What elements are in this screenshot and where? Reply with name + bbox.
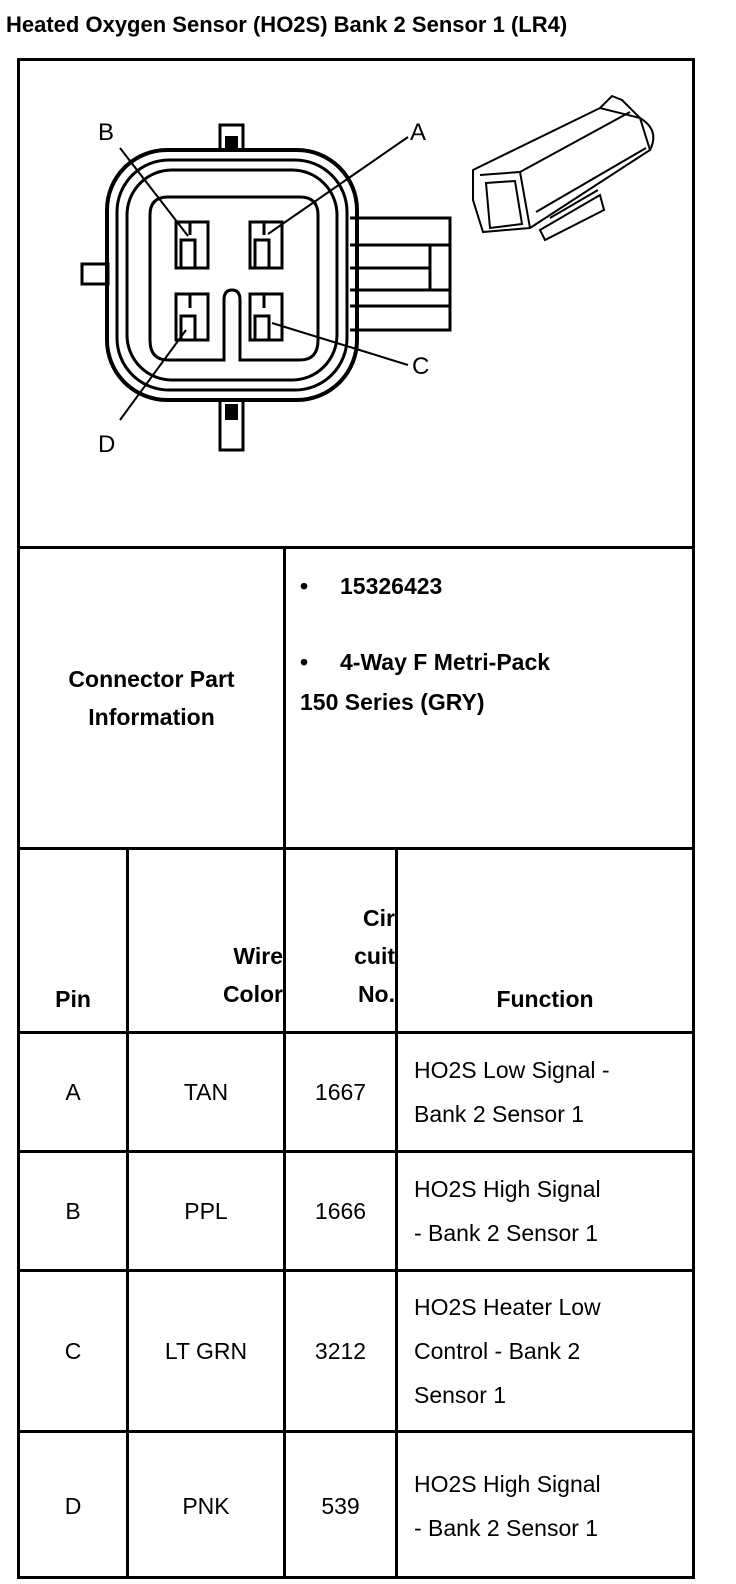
cell-function [414, 1272, 689, 1430]
pin-label-a: A [410, 119, 427, 146]
header-cir-line1: Cir [363, 905, 395, 931]
connector-description-line2: 150 Series (GRY) [300, 689, 485, 715]
pin-label-b: B [98, 119, 115, 146]
function-line: HO2S High Signal [414, 1471, 601, 1497]
function-line: Bank 2 Sensor 1 [414, 1101, 585, 1127]
connector-info-details [300, 566, 550, 722]
cell-circuit: 1667 [314, 1078, 367, 1105]
connector-description-line1: 4-Way F Metri-Pack [340, 649, 551, 675]
connector-info-label [20, 549, 283, 847]
cell-circuit: 1666 [314, 1197, 367, 1224]
bullet-icon: • [300, 573, 309, 599]
function-line: HO2S High Signal [414, 1176, 601, 1202]
cell-color: TAN [183, 1078, 229, 1105]
cell-color: LT GRN [164, 1337, 248, 1364]
header-function-text: Function [496, 986, 594, 1012]
header-circuit-no [286, 850, 395, 1031]
function-line: - Bank 2 Sensor 1 [414, 1515, 599, 1541]
cell-pin: D [64, 1492, 82, 1519]
left-nub-shape [82, 264, 108, 284]
right-latch-shape [350, 218, 450, 330]
header-wire-line1: Wire [233, 943, 283, 969]
pin-label-d: D [98, 431, 116, 458]
connector-info-label-line1: Connector Part [68, 666, 235, 692]
cell-color: PPL [184, 1197, 228, 1224]
cell-circuit: 539 [321, 1492, 360, 1519]
terminal-d-shape [176, 294, 208, 340]
function-line: HO2S Heater Low [414, 1294, 601, 1320]
pin-label-c: C [412, 353, 430, 380]
bullet-icon: • [300, 649, 309, 675]
header-wire-color [129, 850, 283, 1031]
function-line: HO2S Low Signal - [414, 1057, 610, 1083]
header-pin-text: Pin [55, 986, 91, 1012]
header-function [398, 850, 692, 1031]
function-line: Sensor 1 [414, 1382, 507, 1408]
cell-pin: B [65, 1197, 81, 1224]
header-wire-line2: Color [222, 981, 283, 1007]
cell-function [414, 1433, 689, 1579]
cell-color: PNK [182, 1492, 230, 1519]
cell-function [414, 1153, 689, 1269]
header-cir-line2: cuit [354, 943, 395, 969]
header-pin [20, 850, 126, 1031]
connector-diagram [20, 61, 692, 547]
function-line: Control - Bank 2 [414, 1338, 581, 1364]
function-line: - Bank 2 Sensor 1 [414, 1220, 599, 1246]
header-cir-line3: No. [357, 981, 395, 1007]
connector-info-label-line2: Information [88, 704, 215, 730]
cell-function [414, 1034, 689, 1150]
part-number: 15326423 [340, 573, 443, 599]
page-title: Heated Oxygen Sensor (HO2S) Bank 2 Sensor 1 (LR4) [6, 12, 568, 37]
cell-circuit: 3212 [314, 1337, 367, 1364]
cell-pin: C [64, 1337, 82, 1364]
terminal-a-shape [250, 222, 282, 268]
cell-pin: A [65, 1078, 81, 1105]
terminal-b-shape [176, 222, 208, 268]
terminal-c-shape [250, 294, 282, 340]
connector-perspective-sketch [473, 96, 653, 240]
